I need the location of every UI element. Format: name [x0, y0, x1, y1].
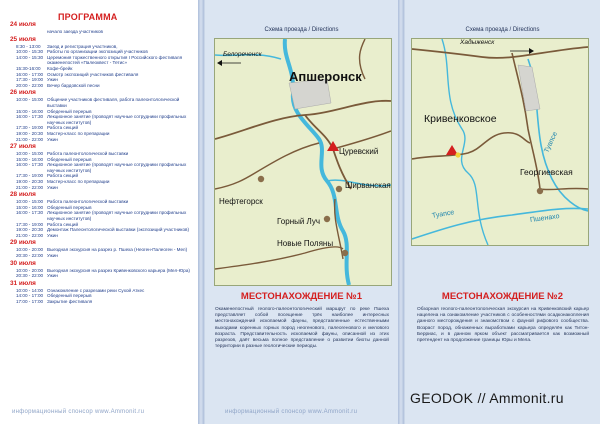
event-time: 10:00 - 20:00: [16, 247, 44, 253]
label-khadyzhensk: Хадыженск: [460, 39, 495, 46]
event-description: Вечер бардовской песни: [47, 82, 100, 88]
event-description: Работа секций: [47, 125, 79, 131]
event-description: Заезд и регистрация участников,: [47, 43, 118, 49]
fold-divider-2: [398, 0, 404, 424]
program-day-date: 31 июля: [10, 279, 36, 287]
event-description: Обеденный перерыв: [47, 156, 92, 162]
event-description: Выездная экскурсия на разрез Кривенковского карьера (Мел-Юра): [47, 267, 190, 273]
event-description: Общение участников фестиваля, работа палеонтологической выставки: [47, 97, 180, 108]
town-polyany-marker: [342, 250, 348, 256]
event-description: Работа палеонтологической выставки: [47, 199, 129, 205]
event-description: Лекционное занятие (проводят научные сотрудники профильных научных институтов): [47, 114, 187, 125]
program-day-date: 28 июля: [10, 191, 36, 199]
program-day-date: 24 июля: [10, 21, 36, 28]
event-description: Обеденный перерыв: [47, 108, 92, 114]
label-tsurevsky: Цуревский: [339, 147, 379, 156]
event-description: Мастер-класс по препарации: [47, 130, 110, 136]
event-description: Мастер-класс по препарации: [47, 179, 110, 185]
event-time: 21:00 - 22:00: [16, 184, 44, 190]
label-georgievskaya: Георгиевская: [520, 167, 573, 177]
event-time: 16:00 - 17:30: [16, 210, 44, 216]
event-description: Выездная экскурсия на разрез р. Пшеха (Неоген-Палеоген - Мел): [47, 247, 188, 253]
program-event-row: [10, 29, 196, 35]
program-event-row: [10, 83, 196, 89]
label-pshenakho: Пшенахо: [529, 212, 560, 225]
map2-column: [405, 0, 600, 424]
program-list: [10, 20, 196, 305]
program-event-row: [10, 299, 196, 305]
program-event-row: [10, 253, 196, 259]
event-description: Ужин: [47, 273, 58, 279]
town-neftegorsk-marker: [258, 176, 264, 182]
event-description: Ужин: [47, 232, 58, 238]
event-description: Работы по организации экспозиций участников: [47, 49, 148, 55]
program-event-row: [10, 97, 196, 108]
program-day-date: 26 июля: [10, 89, 36, 97]
event-description: Церемония торжественного открытия I Российского фестиваля окаменелостей «Палеоквест - Тетис»: [47, 54, 183, 66]
town-gorny-marker: [324, 216, 330, 222]
program-day-date: 29 июля: [10, 239, 36, 247]
event-description: Кофе-брейк: [47, 65, 73, 71]
event-time: 20:00 - 22:00: [16, 82, 44, 88]
event-time: 16:00 - 17:30: [16, 114, 44, 120]
map2-caption: Схема проезда / Directions: [465, 27, 540, 33]
program-event-row: [10, 162, 196, 173]
event-time: 14:00 - 17:00: [16, 293, 44, 299]
event-time: 20:30 - 22:00: [16, 273, 44, 279]
event-time: 19:00 - 20:30: [16, 179, 44, 185]
program-event-row: [10, 185, 196, 191]
event-description: Обеденный перерыв: [47, 293, 92, 299]
map2-title: МЕСТОНАХОЖДЕНИЕ №2: [441, 291, 564, 302]
program-event-row: [10, 273, 196, 279]
event-description: Ознакомление с разрезами реки Сухой Аткес: [47, 287, 145, 293]
event-time: 20:30 - 22:00: [16, 253, 44, 258]
watermark: GEODOK // Ammonit.ru: [410, 390, 564, 406]
event-time: 10:00 - 15:00: [16, 151, 44, 157]
event-time: 10:00 - 15:00: [16, 199, 44, 205]
fold-divider-1: [198, 0, 204, 424]
event-time: 19:00 - 20:30: [16, 227, 44, 233]
map1-area: [214, 38, 392, 286]
event-time: 15:30-16:00: [16, 65, 41, 71]
event-time: 21:00 - 22:00: [16, 136, 44, 142]
program-title: ПРОГРАММА: [58, 12, 118, 22]
site-dot-icon: [455, 152, 460, 157]
event-time: 21:00 - 22:00: [16, 232, 44, 238]
sponsor-text-left: информационный спонсор www.Ammonit.ru: [12, 409, 145, 415]
label-novye: Новые Поляны: [277, 239, 334, 248]
event-time: 8:30 - 13:00: [16, 43, 41, 49]
event-time: 17:30 - 19:00: [16, 77, 44, 83]
event-description: Работа секций: [47, 173, 79, 179]
event-time: 17:30 - 19:00: [16, 125, 44, 131]
event-time: 16:00 - 17:00: [16, 71, 44, 77]
event-time: 10:00 - 15:00: [16, 97, 44, 103]
program-column: [0, 0, 198, 424]
program-event-row: [10, 55, 196, 66]
event-description: Ужин: [47, 253, 58, 258]
event-time: 10:00 - 14:00: [16, 287, 44, 293]
program-event-row: [10, 210, 196, 221]
town-shirvanskaya-marker: [336, 186, 342, 192]
map1-column: [205, 0, 398, 424]
event-time: 17:00 - 17:00: [16, 298, 44, 304]
event-description: Демонтаж Палеонтологической выставки (экспозиций участников): [47, 227, 190, 233]
event-time: 10:00 - 20:00: [16, 267, 44, 273]
label-shirvanskaya: Ширванская: [345, 181, 391, 190]
program-day-date: 27 июля: [10, 143, 36, 151]
sponsor-text-middle: информационный спонсор www.Ammonit.ru: [225, 409, 358, 415]
event-time: 15:00 - 16:00: [16, 204, 44, 210]
label-krivenkovskoe: Кривенковское: [424, 113, 497, 125]
program-day-date: 30 июля: [10, 259, 36, 267]
program-event-row: [10, 137, 196, 143]
label-tuapse-river: Туапсе: [543, 130, 560, 155]
event-description: Ужин: [47, 77, 58, 83]
event-time: 19:00 - 20:30: [16, 130, 44, 136]
map1-description: Окаменелостный геолого-палеонтологический маршрут по реке Пшеха представляет собой посещение трёх наиболее интересных местонахождений ископаемой фауны, представленные естественными выходами коренных горных пород неогенового, палеогенового и мелового возраста. Представительность ископаемой фауны, описанной из этих разрезов, даёт весьма полное представление о развитии биоты данной территории в разные геологические периоды.: [215, 307, 389, 350]
event-time: 10:00 - 15:30: [16, 49, 44, 55]
label-apsheronsk: Апшеронск: [289, 69, 362, 84]
event-time: 16:00 - 17:30: [16, 162, 44, 168]
event-description: Работа секций: [47, 221, 79, 227]
event-description: Работа палеонтологической выставки: [47, 151, 129, 157]
label-neftegorsk: Нефтегорск: [219, 197, 263, 206]
program-event-row: [10, 233, 196, 239]
event-time: [10, 29, 47, 35]
map2-description: Обзорная геолого-палеонтологическая экскурсия на Кривенковский карьер нацелена на ознакомление участников с особенностями осадконакопления данного месторождения и знакомством с фауной рифового сообщества. Возраст пород, обнаженных выработками карьера определён как Титон-Берриас, и в данном ярком объект рассматривается как возможный претендент на продолжение границы Юры и Мела.: [417, 307, 589, 344]
event-time: 17:30 - 19:00: [16, 221, 44, 227]
event-description: Лекционное занятие (проводят научные сотрудники профильных научных институтов): [47, 162, 187, 173]
event-time: 15:00 - 16:00: [16, 156, 44, 162]
event-description: Лекционное занятие (проводят научные сотрудники профильных научных институтов): [47, 210, 187, 222]
town-georgievskaya-marker: [537, 188, 543, 194]
program-day-date: 25 июля: [10, 35, 36, 43]
map2-area: [411, 38, 589, 246]
event-time: 14:00 - 15:30: [16, 54, 44, 60]
event-description: Обеденный перерыв: [47, 204, 92, 210]
event-time: 17:30 - 19:00: [16, 173, 44, 179]
program-event-row: [10, 114, 196, 125]
event-description: Осмотр экспозиций участников фестиваля: [47, 71, 139, 77]
label-tuapse-river-2: Туапсе: [431, 209, 455, 220]
event-description: Закрытие фестиваля: [47, 298, 93, 304]
event-description: Ужин: [47, 136, 58, 142]
label-gorny: Горный Луч: [277, 217, 321, 226]
event-description: начало заезда участников: [47, 29, 103, 34]
map1-title: МЕСТОНАХОЖДЕНИЕ №1: [240, 291, 363, 302]
map1-caption: Схема проезда / Directions: [264, 27, 339, 33]
event-description: Ужин: [47, 184, 58, 190]
event-time: 15:00 - 16:00: [16, 108, 44, 114]
label-belorechensk: Белореченск: [223, 51, 262, 58]
